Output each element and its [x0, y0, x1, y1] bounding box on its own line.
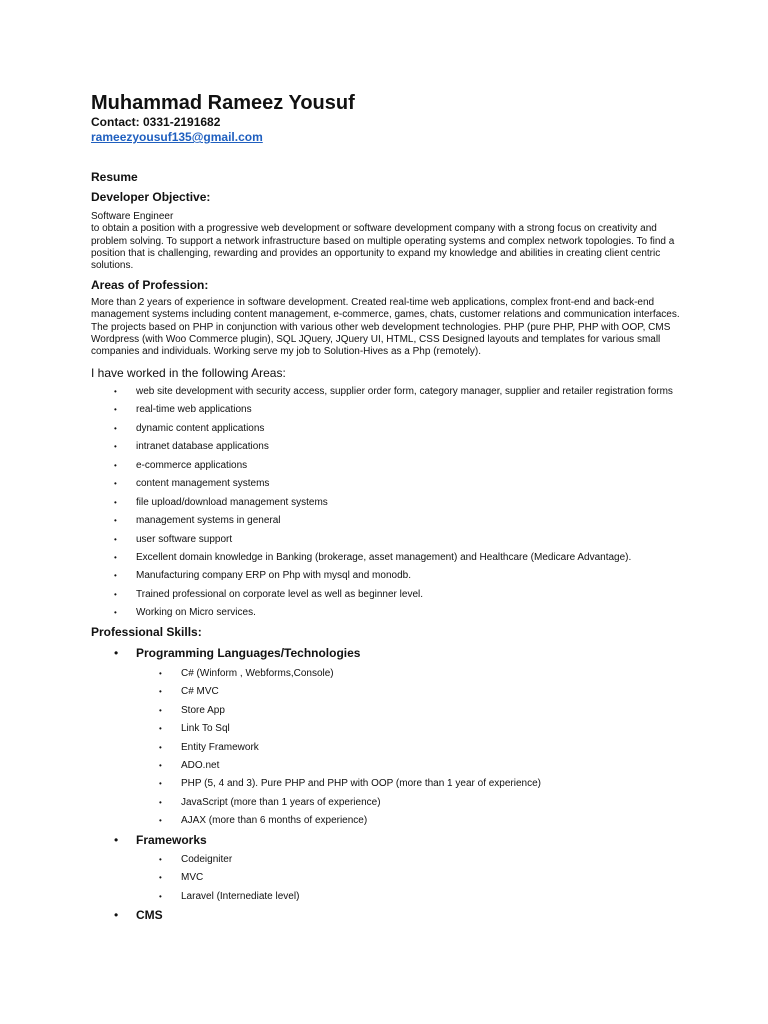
list-item: • Link To Sql [159, 722, 541, 740]
list-item: • Manufacturing company ERP on Php with mysql and monodb. [114, 569, 673, 587]
list-item: • AJAX (more than 6 months of experience) [159, 814, 541, 832]
list-item: • content management systems [114, 477, 673, 495]
list-item: • user software support [114, 533, 673, 551]
objective-text: to obtain a position with a progressive web development or software development company with a strong focus on creativity and problem solving. To support a network infrastructure based on multiple operating systems and complex network topologies. To find a position that is challenging, rewarding and provides an opportunity to expand my knowledge and abilities in creating client centric solutions. [91, 223, 675, 272]
skill-category-title: CMS [136, 908, 163, 922]
bullet-icon: • [114, 908, 119, 922]
profession-heading: Areas of Profession: [91, 278, 209, 292]
skill-category-title: Frameworks [136, 833, 207, 847]
skill-category-cms [114, 908, 163, 922]
list-item: • intranet database applications [114, 440, 673, 458]
objective-section [91, 211, 681, 272]
email-link[interactable]: rameezyousuf135@gmail.com [91, 130, 263, 144]
list-item: • ADO.net [159, 759, 541, 777]
resume-label: Resume [91, 170, 138, 184]
worked-areas-heading: I have worked in the following Areas: [91, 366, 286, 380]
skill-category-title: Programming Languages/Technologies [136, 646, 361, 660]
list-item: • e-commerce applications [114, 459, 673, 477]
skills-heading: Professional Skills: [91, 625, 202, 639]
frameworks-list [159, 853, 299, 908]
list-item: • Codeigniter [159, 853, 299, 871]
list-item: • Laravel (Internediate level) [159, 890, 299, 908]
profession-text: More than 2 years of experience in software development. Created real-time web applications, complex front-end and back-end management systems including content management, e-commerce, games, chats, customer relations and communication interfaces. The projects based on PHP in conjunction with various other web development technologies. PHP (pure PHP, PHP with OOP, CMS Wordpress (with Woo Commerce plugin), SQL JQuery, JQuery UI, HTML, CSS Designed layouts and templates for various small companies and individuals. Working serve my job to Solution-Hives as a Php (remotely). [91, 297, 680, 358]
list-item: • Excellent domain knowledge in Banking (brokerage, asset management) and Healthcare (Medicare Advantage). [114, 551, 673, 569]
list-item: • web site development with security access, supplier order form, category manager, supplier and retailer registration forms [114, 385, 673, 403]
skill-category-programming [114, 646, 360, 660]
bullet-icon: • [114, 833, 119, 847]
list-item: • management systems in general [114, 514, 673, 532]
worked-areas-list [114, 385, 673, 625]
list-item: • C# (Winform , Webforms,Console) [159, 667, 541, 685]
list-item: • file upload/download management systems [114, 496, 673, 514]
list-item: • dynamic content applications [114, 422, 673, 440]
list-item: • Store App [159, 704, 541, 722]
list-item: • JavaScript (more than 1 years of experience) [159, 796, 541, 814]
objective-heading: Developer Objective: [91, 190, 211, 204]
list-item: • C# MVC [159, 685, 541, 703]
list-item: • Entity Framework [159, 741, 541, 759]
list-item: • MVC [159, 871, 299, 889]
skill-category-frameworks [114, 833, 207, 847]
bullet-icon: • [114, 646, 119, 660]
list-item: • Trained professional on corporate level as well as beginner level. [114, 588, 673, 606]
contact-phone: Contact: 0331-2191682 [91, 115, 221, 129]
candidate-name: Muhammad Rameez Yousuf [91, 92, 355, 114]
list-item: • PHP (5, 4 and 3). Pure PHP and PHP with OOP (more than 1 year of experience) [159, 777, 541, 795]
objective-role: Software Engineer [91, 211, 174, 222]
list-item: • Working on Micro services. [114, 606, 673, 624]
programming-skills-list [159, 667, 541, 833]
list-item: • real-time web applications [114, 403, 673, 421]
